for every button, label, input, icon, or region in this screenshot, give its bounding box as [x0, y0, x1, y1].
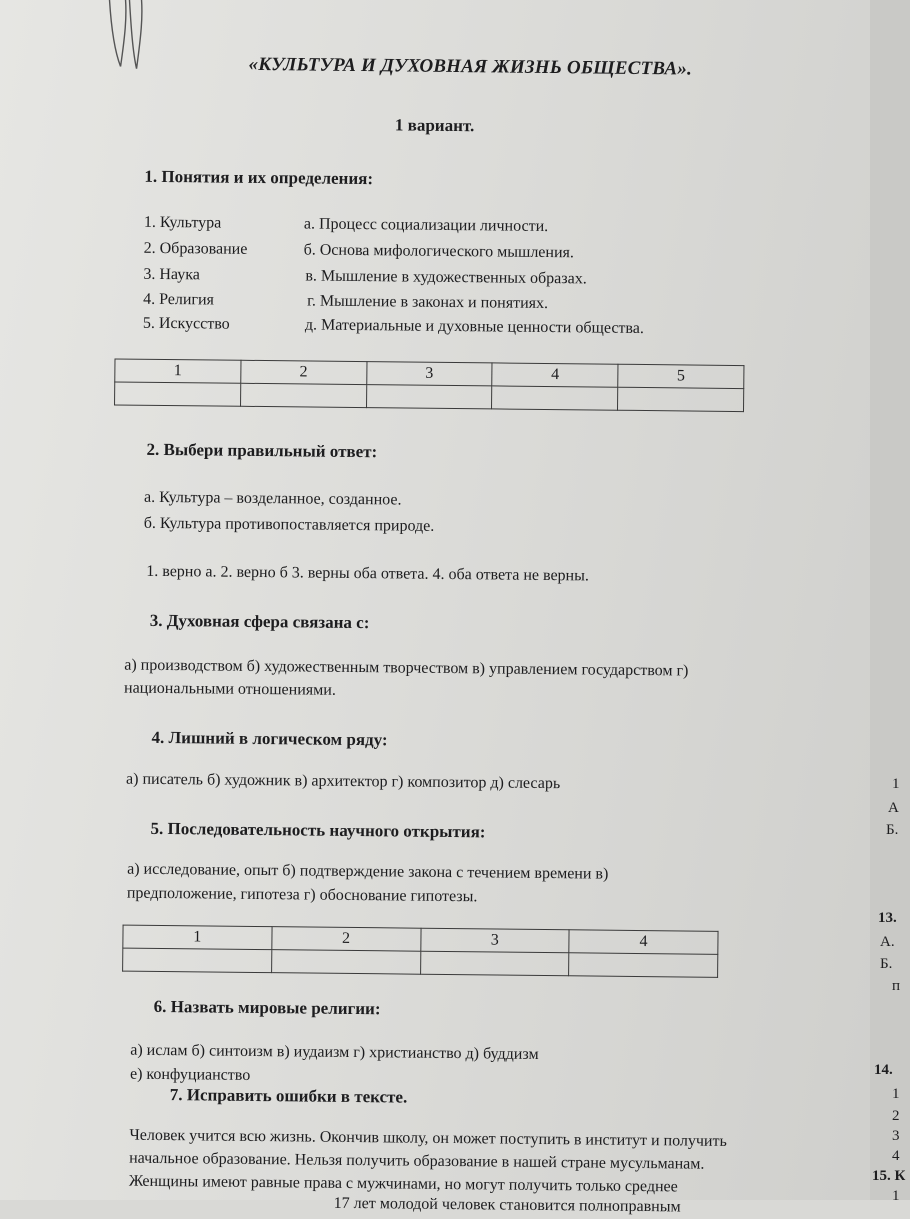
q6-options-line: а) ислам б) синтоизм в) иудаизм г) христианство д) буддизм	[130, 1041, 539, 1063]
edge-fragment: 2	[892, 1108, 900, 1124]
table-header-cell: 2	[241, 360, 367, 384]
table-header-cell: 3	[366, 362, 492, 386]
q1-term: 3. Наука	[143, 265, 200, 284]
table-header-cell: 4	[569, 930, 718, 955]
table-header-cell: 1	[115, 359, 241, 383]
q1-heading: 1. Понятия и их определения:	[144, 166, 374, 189]
table-header-cell: 1	[123, 925, 272, 950]
edge-fragment: А	[888, 800, 899, 816]
answer-cell[interactable]	[618, 387, 744, 411]
q2-options: 1. верно а. 2. верно б 3. верны оба ответа. 4. оба ответа не верны.	[146, 562, 590, 585]
edge-fragment: Б.	[880, 956, 893, 972]
edge-fragment: 1	[892, 1086, 900, 1102]
edge-fragment: 1	[892, 776, 900, 792]
q1-definition: г. Мышление в законах и понятиях.	[307, 292, 549, 313]
q1-answer-table	[114, 358, 744, 412]
pen-scribble	[100, 0, 161, 77]
answer-cell[interactable]	[271, 950, 420, 975]
answer-cell[interactable]	[492, 386, 618, 410]
answer-cell[interactable]	[420, 951, 569, 976]
edge-fragment: Б.	[886, 822, 899, 838]
q7-text-line: начальное образование. Нельзя получить образование в нашей стране мусульманам.	[129, 1149, 705, 1173]
edge-fragment: 13.	[878, 910, 897, 926]
q3-heading: 3. Духовная сфера связана с:	[149, 610, 370, 633]
edge-fragment: 3	[892, 1128, 900, 1144]
q7-text-line: Женщины имеют равные права с мужчинами, но могут получить только среднее	[128, 1172, 678, 1196]
table-header-cell: 3	[420, 928, 569, 953]
q7-text-line: 17 лет молодой человек становится полноправным	[333, 1194, 681, 1216]
q7-heading: 7. Исправить ошибки в тексте.	[169, 1085, 408, 1107]
q5-options-line: а) исследование, опыт б) подтверждение закона с течением времени в)	[127, 860, 609, 883]
q6-heading: 6. Назвать мировые религии:	[153, 996, 381, 1019]
variant-label: 1 вариант.	[394, 115, 475, 136]
edge-fragment: 14.	[874, 1062, 893, 1078]
q1-term: 4. Религия	[143, 290, 215, 309]
edge-fragment: 15. К	[872, 1168, 906, 1184]
answer-cell[interactable]	[123, 948, 272, 973]
edge-fragment: п	[892, 978, 901, 994]
q5-answer-table	[122, 925, 718, 978]
q2-statement-b: б. Культура противопоставляется природе.	[143, 514, 435, 535]
adjacent-page-edge	[870, 0, 910, 1200]
table-row	[123, 948, 718, 977]
q2-heading: 2. Выбери правильный ответ:	[146, 439, 378, 462]
q3-options-line: а) производством б) художественным творчеством в) управлением государством г)	[124, 656, 689, 680]
q1-definition: в. Мышление в художественных образах.	[305, 267, 587, 288]
edge-fragment: 1	[892, 1188, 900, 1204]
table-header-cell: 2	[272, 927, 421, 952]
q3-options-line: национальными отношениями.	[123, 679, 336, 699]
q4-heading: 4. Лишний в логическом ряду:	[151, 727, 388, 750]
q5-options-line: предположение, гипотеза г) обоснование гипотезы.	[126, 884, 478, 906]
q1-term: 2. Образование	[143, 239, 248, 258]
q6-options-line: е) конфуцианство	[129, 1065, 251, 1084]
q1-term: 5. Искусство	[142, 314, 230, 333]
answer-cell[interactable]	[240, 383, 366, 407]
answer-cell[interactable]	[366, 385, 492, 409]
answer-cell[interactable]	[115, 382, 241, 406]
table-header-cell: 4	[492, 363, 618, 387]
answer-cell[interactable]	[569, 953, 718, 978]
q1-definition: а. Процесс социализации личности.	[303, 215, 549, 236]
edge-fragment: 4	[892, 1148, 900, 1164]
table-header-cell: 5	[618, 364, 744, 388]
q1-definition: б. Основа мифологического мышления.	[303, 241, 575, 262]
worksheet-title: «КУЛЬТУРА И ДУХОВНАЯ ЖИЗНЬ ОБЩЕСТВА».	[248, 53, 693, 80]
q7-text-line: Человек учится всю жизнь. Окончив школу, он может поступить в институт и получить	[129, 1126, 727, 1150]
q1-definition: д. Материальные и духовные ценности общества.	[304, 316, 645, 338]
q5-heading: 5. Последовательность научного открытия:	[150, 818, 486, 842]
q2-statement-a: а. Культура – возделанное, созданное.	[143, 488, 402, 509]
edge-fragment: А.	[880, 934, 895, 950]
q1-term: 1. Культура	[143, 213, 222, 232]
q4-options-line: а) писатель б) художник в) архитектор г) композитор д) слесарь	[126, 770, 561, 793]
